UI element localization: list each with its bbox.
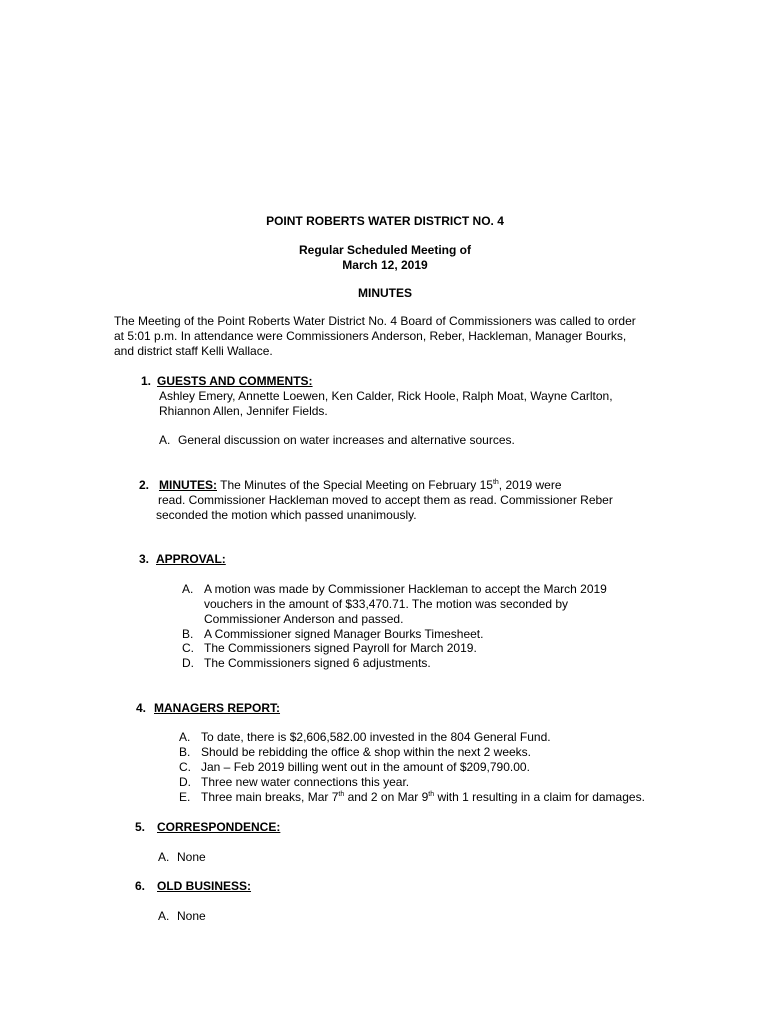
- item-text: None: [177, 909, 206, 923]
- item-letter: B.: [179, 745, 191, 759]
- meeting-type: Regular Scheduled Meeting of: [298, 243, 472, 257]
- section-heading: OLD BUSINESS:: [157, 879, 252, 893]
- item-letter: A.: [182, 582, 194, 596]
- item-text: [201, 790, 645, 805]
- section-number: 4.: [136, 701, 147, 715]
- guest-list-line: Rhiannon Allen, Jennifer Fields.: [159, 404, 328, 418]
- intro-line: The Meeting of the Point Roberts Water District No. 4 Board of Commissioners was called to order: [114, 314, 636, 328]
- item-text: Should be rebidding the office & shop within the next 2 weeks.: [201, 745, 531, 759]
- item-text: vouchers in the amount of $33,470.71. The motion was seconded by: [204, 597, 569, 611]
- item-text-part: and 2 on Mar 9: [344, 790, 429, 804]
- org-title: POINT ROBERTS WATER DISTRICT NO. 4: [266, 214, 504, 228]
- section-number: 3.: [139, 552, 150, 566]
- minutes-line-2: read. Commissioner Hackleman moved to accept them as read. Commissioner Reber: [158, 493, 613, 507]
- item-letter: B.: [182, 627, 194, 641]
- section-heading: APPROVAL:: [156, 552, 226, 566]
- ordinal-suffix: th: [428, 791, 435, 798]
- item-letter: D.: [182, 656, 194, 670]
- item-text: Three new water connections this year.: [201, 775, 410, 789]
- item-text-part: with 1 resulting in a claim for damages.: [434, 790, 645, 804]
- item-text: The Commissioners signed 6 adjustments.: [204, 656, 431, 670]
- item-text: The Commissioners signed Payroll for March 2019.: [204, 641, 477, 655]
- section-number: 2.: [139, 478, 150, 492]
- section-heading: MANAGERS REPORT:: [154, 701, 281, 715]
- item-letter: C.: [179, 760, 191, 774]
- meeting-date: March 12, 2019: [342, 258, 428, 272]
- item-text: General discussion on water increases and alternative sources.: [178, 433, 515, 447]
- item-letter: A.: [158, 909, 170, 923]
- item-letter: C.: [182, 641, 194, 655]
- item-letter: D.: [179, 775, 191, 789]
- minutes-line-3: seconded the motion which passed unanimously.: [156, 508, 417, 522]
- section-heading: CORRESPONDENCE:: [157, 820, 281, 834]
- section-number: 1.: [141, 374, 152, 388]
- intro-line: at 5:01 p.m. In attendance were Commissioners Anderson, Reber, Hackleman, Manager Bourks,: [114, 329, 627, 343]
- item-text: None: [177, 850, 206, 864]
- item-letter: A.: [179, 730, 191, 744]
- item-text: To date, there is $2,606,582.00 invested in the 804 General Fund.: [201, 730, 551, 744]
- section-heading: MINUTES:: [159, 478, 217, 492]
- section-number: 5.: [135, 820, 146, 834]
- item-text: A motion was made by Commissioner Hackleman to accept the March 2019: [204, 582, 607, 596]
- item-text: Jan – Feb 2019 billing went out in the amount of $209,790.00.: [201, 760, 530, 774]
- guest-list-line: Ashley Emery, Annette Loewen, Ken Calder, Rick Hoole, Ralph Moat, Wayne Carlton,: [159, 389, 613, 403]
- item-letter: A.: [158, 850, 170, 864]
- section-number: 6.: [135, 879, 146, 893]
- ordinal-suffix: th: [492, 479, 499, 486]
- section-heading: GUESTS AND COMMENTS:: [157, 374, 313, 388]
- item-letter: A.: [159, 433, 171, 447]
- ordinal-suffix: th: [338, 791, 345, 798]
- doc-type: MINUTES: [358, 286, 412, 300]
- item-text: Commissioner Anderson and passed.: [204, 612, 404, 626]
- item-text-part: Three main breaks, Mar 7: [201, 790, 339, 804]
- intro-line: and district staff Kelli Wallace.: [114, 344, 273, 358]
- minutes-text: , 2019 were: [498, 478, 562, 492]
- minutes-text: The Minutes of the Special Meeting on February 15: [220, 478, 493, 492]
- item-text: A Commissioner signed Manager Bourks Timesheet.: [204, 627, 484, 641]
- minutes-line-1: [159, 478, 562, 493]
- item-letter: E.: [179, 790, 191, 804]
